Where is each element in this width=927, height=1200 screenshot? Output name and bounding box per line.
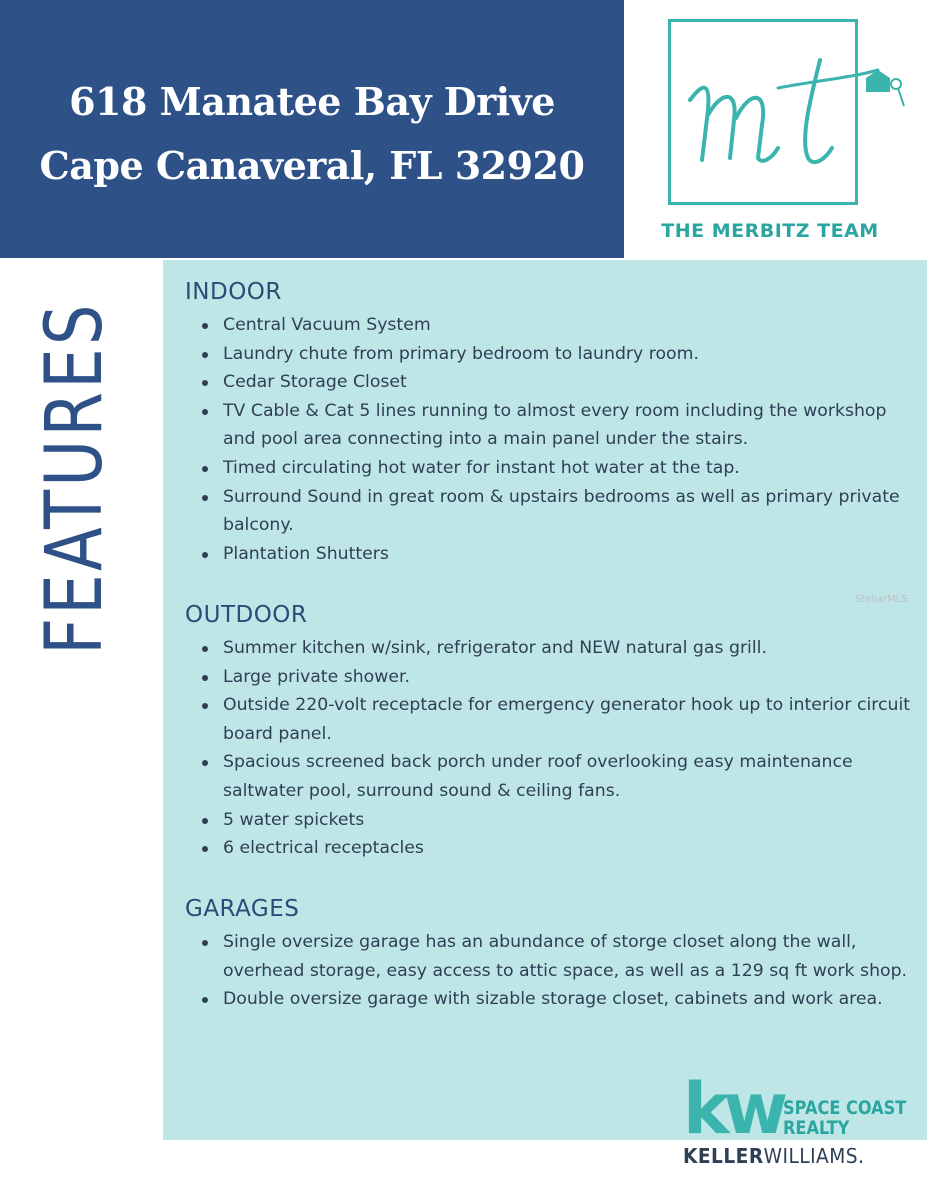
section-heading: GARAGES: [185, 896, 300, 922]
brokerage-office: [783, 1098, 906, 1138]
feature-list: [185, 634, 915, 863]
team-logo-monogram: [650, 40, 910, 190]
list-item: Surround Sound in great room & upstairs bedrooms as well as primary private balcony.: [223, 483, 915, 540]
brokerage-office-line-1: SPACE COAST: [783, 1097, 907, 1119]
list-item: 5 water spickets: [223, 806, 915, 835]
list-item: Single oversize garage has an abundance of storge closet along the wall, overhead storage, easy access to attic space, as well as a 129 sq ft work shop.: [223, 928, 915, 985]
list-item: TV Cable & Cat 5 lines running to almost every room including the workshop and pool area connecting into a main panel under the stairs.: [223, 397, 915, 454]
team-name: THE MERBITZ TEAM: [661, 220, 879, 242]
list-item: Timed circulating hot water for instant hot water at the tap.: [223, 454, 915, 483]
list-item: Large private shower.: [223, 663, 915, 692]
address-line-1: 618 Manatee Bay Drive: [69, 79, 555, 124]
features-side-title: FEATURES: [30, 301, 120, 655]
feature-list: [185, 928, 915, 1014]
brokerage-logo: [683, 1068, 923, 1178]
feature-list: [185, 311, 915, 568]
outdoor-section: [185, 602, 915, 863]
list-item: Double oversize garage with sizable storage closet, cabinets and work area.: [223, 985, 915, 1014]
list-item: 6 electrical receptacles: [223, 834, 915, 863]
section-heading: OUTDOOR: [185, 602, 308, 628]
property-address: [0, 70, 624, 198]
watermark: StellarMLS: [855, 594, 908, 605]
indoor-section: [185, 279, 915, 568]
list-item: Spacious screened back porch under roof overlooking easy maintenance saltwater pool, surround sound & ceiling fans.: [223, 748, 915, 805]
kw-mark: kw: [683, 1068, 783, 1150]
company-bold: KELLER: [683, 1144, 764, 1168]
garages-section: [185, 896, 915, 1014]
list-item: Laundry chute from primary bedroom to laundry room.: [223, 340, 915, 369]
company-rest: WILLIAMS.: [763, 1144, 865, 1168]
brokerage-office-line-2: REALTY: [783, 1117, 850, 1139]
list-item: Outside 220-volt receptacle for emergency generator hook up to interior circuit board panel.: [223, 691, 915, 748]
section-heading: INDOOR: [185, 279, 282, 305]
address-line-2: Cape Canaveral, FL 32920: [39, 143, 585, 188]
list-item: Cedar Storage Closet: [223, 368, 915, 397]
brokerage-company: [683, 1144, 864, 1168]
list-item: Plantation Shutters: [223, 540, 915, 569]
list-item: Summer kitchen w/sink, refrigerator and NEW natural gas grill.: [223, 634, 915, 663]
list-item: Central Vacuum System: [223, 311, 915, 340]
